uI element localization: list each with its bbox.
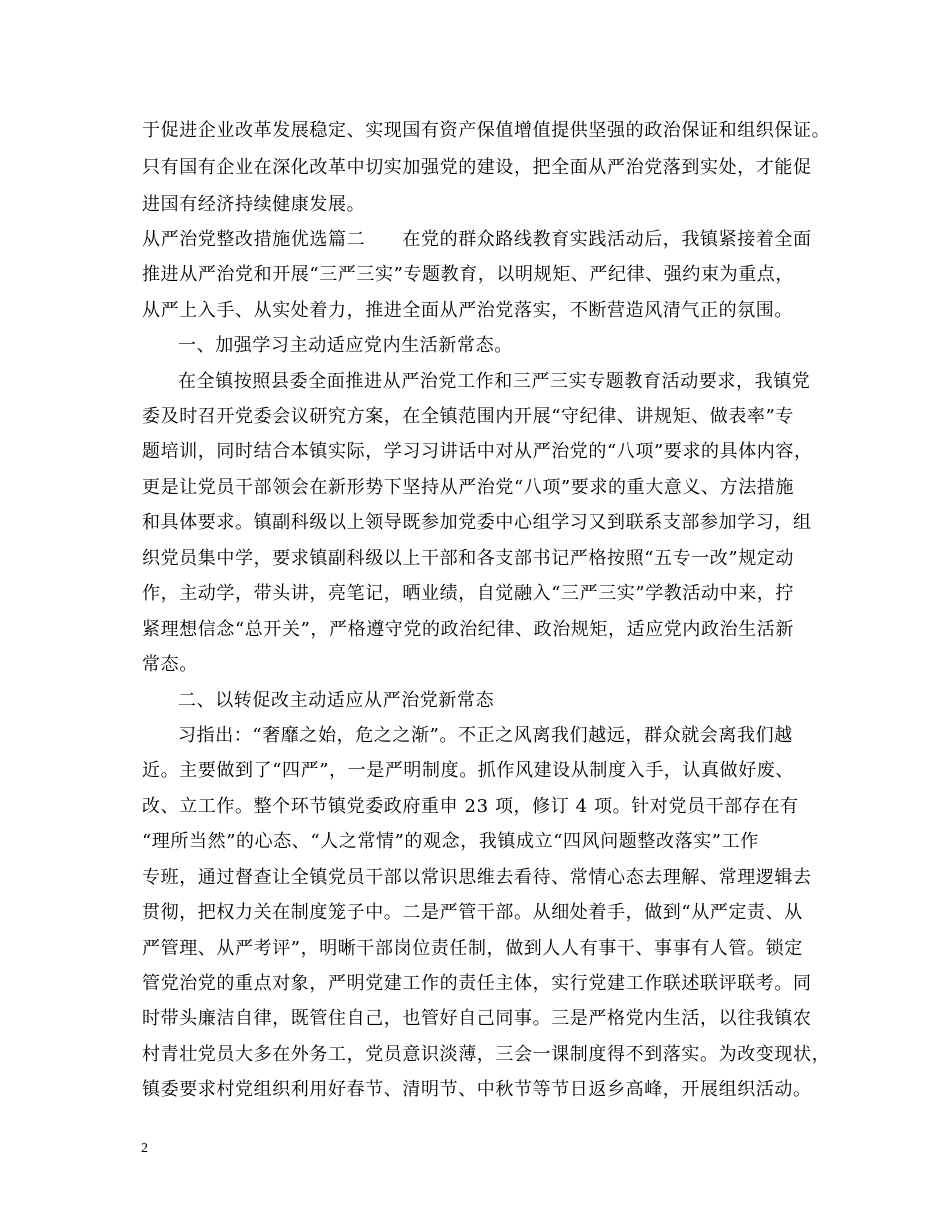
text-line: 镇委要求村党组织利用好春节、清明节、中秋节等节日返乡高峰，开展组织活动。: [142, 1079, 812, 1100]
text-line: 从严上入手、从实处着力，推进全面从严治党落实，不断营造风清气正的氛围。: [142, 300, 793, 321]
subheading-2: 二、以转促改主动适应从严治党新常态: [178, 690, 495, 711]
text-line: 在全镇按照县委全面推进从严治党工作和三严三实专题教育活动要求，我镇党: [178, 371, 811, 392]
text-line: 村青壮党员大多在外务工，党员意识淡薄，三会一课制度得不到落实。为改变现状，: [142, 1044, 831, 1065]
text-line: 推进从严治党和开展“三严三实”专题教育，以明规矩、严纪律、强约束为重点，: [142, 264, 795, 285]
text-line: 只有国有企业在深化改革中切实加强党的建设，把全面从严治党落到实处，才能促: [142, 157, 812, 178]
text-line: 紧理想信念“总开关”，严格遵守党的政治纪律、政治规矩，适应党内政治生活新: [142, 619, 795, 640]
text-line: “理所当然”的心态、“人之常情”的观念，我镇成立“四风问题整改落实”工作: [142, 831, 759, 852]
subheading-1: 一、加强学习主动适应党内生活新常态。: [178, 335, 513, 356]
section-heading-line: 从严治党整改措施优选篇二 在党的群众路线教育实践活动后，我镇紧接着全面: [142, 229, 812, 250]
text-line: 和具体要求。镇副科级以上领导既参加党委中心组学习又到联系支部参加学习，组: [142, 512, 812, 533]
text-line: 于促进企业改革发展稳定、实现国有资产保值增值提供坚强的政治保证和组织保证。: [142, 120, 831, 141]
text-line: 进国有经济持续健康发展。: [142, 194, 366, 215]
text-line: 专班，通过督查让全镇党员干部以常识思维去看待、常情心态去理解、常理逻辑去: [142, 867, 812, 888]
text-line: 织党员集中学，要求镇副科级以上干部和各支部书记严格按照“五专一改”规定动: [142, 548, 795, 569]
text-line: 题培训，同时结合本镇实际，学习习讲话中对从严治党的“八项”要求的具体内容，: [142, 441, 813, 462]
text-line: 时带头廉洁自律，既管住自己，也管好自己同事。三是严格党内生活，以往我镇农: [142, 1008, 812, 1029]
text-line: 近。主要做到了“四严”，一是严明制度。抓作风建设从制度入手，认真做好废、: [142, 760, 795, 781]
text-line: 贯彻，把权力关在制度笼子中。二是严管干部。从细处着手，做到“从严定责、从: [142, 902, 803, 923]
text-line: 习指出：“奢靡之始，危之之渐”。不正之风离我们越远，群众就会离我们越: [178, 725, 793, 746]
text-line: 作，主动学，带头讲，亮笔记，晒业绩，自觉融入“三严三实”学教活动中来，拧: [142, 583, 795, 604]
text-line: 更是让党员干部领会在新形势下坚持从严治党“八项”要求的重大意义、方法措施: [142, 477, 795, 498]
text-line: 严管理、从严考评”，明晰干部岗位责任制，做到人人有事干、事事有人管。锁定: [142, 938, 803, 959]
text-line: 委及时召开党委会议研究方案，在全镇范围内开展“守纪律、讲规矩、做表率”专: [142, 406, 795, 427]
text-line: 常态。: [142, 654, 198, 675]
text-line: 管党治党的重点对象，严明党建工作的责任主体，实行党建工作联述联评联考。同: [142, 973, 812, 994]
page-number: 2: [141, 1141, 148, 1156]
text-line: 改、立工作。整个环节镇党委政府重申 23 项，修订 4 项。针对党员干部存在有: [142, 796, 799, 817]
